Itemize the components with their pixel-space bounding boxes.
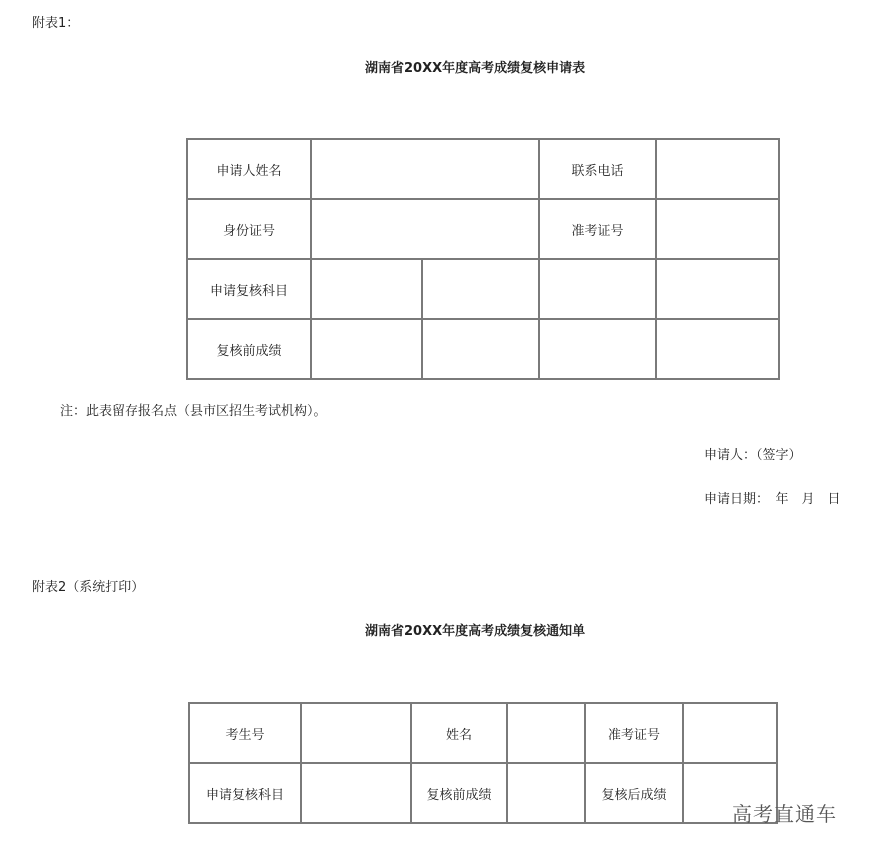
score-field-1[interactable]: [311, 319, 422, 379]
table-row: [187, 259, 779, 319]
subject-field-3[interactable]: [539, 259, 656, 319]
notice-form-table: [188, 702, 778, 824]
exam-number-label: 准考证号: [585, 703, 683, 763]
student-number-field[interactable]: [301, 703, 411, 763]
table-row: [187, 319, 779, 379]
score-before-field[interactable]: [507, 763, 585, 823]
exam-number-field[interactable]: [683, 703, 777, 763]
score-before-label: 复核前成绩: [411, 763, 507, 823]
review-subject-label: 申请复核科目: [187, 259, 311, 319]
subject-field-4[interactable]: [656, 259, 779, 319]
phone-label: 联系电话: [539, 139, 656, 199]
id-number-label: 身份证号: [187, 199, 311, 259]
form1-title: 湖南省20XX年度高考成绩复核申请表: [365, 61, 586, 76]
table-row: [189, 763, 777, 823]
name-field[interactable]: [507, 703, 585, 763]
subject-field-2[interactable]: [422, 259, 539, 319]
application-date-line: 申请日期： 年 月 日: [704, 492, 841, 507]
attachment2-label: 附表2（系统打印）: [32, 580, 145, 595]
table-row: [189, 703, 777, 763]
phone-field[interactable]: [656, 139, 779, 199]
exam-number-label: 准考证号: [539, 199, 656, 259]
name-label: 姓名: [411, 703, 507, 763]
review-subject-label: 申请复核科目: [189, 763, 301, 823]
score-field-3[interactable]: [539, 319, 656, 379]
form2-title: 湖南省20XX年度高考成绩复核通知单: [365, 624, 586, 639]
form1-note: 注：此表留存报名点（县市区招生考试机构）。: [60, 404, 327, 419]
subject-field-1[interactable]: [311, 259, 422, 319]
watermark-logo: 高考直通车: [732, 802, 837, 826]
applicant-signature-line: 申请人：（签字）: [704, 448, 802, 463]
score-before-label: 复核前成绩: [187, 319, 311, 379]
table-row: [187, 199, 779, 259]
review-subject-field[interactable]: [301, 763, 411, 823]
score-field-2[interactable]: [422, 319, 539, 379]
score-after-label: 复核后成绩: [585, 763, 683, 823]
table-row: [187, 139, 779, 199]
applicant-name-field[interactable]: [311, 139, 539, 199]
applicant-name-label: 申请人姓名: [187, 139, 311, 199]
attachment1-label: 附表1：: [32, 16, 80, 31]
score-field-4[interactable]: [656, 319, 779, 379]
exam-number-field[interactable]: [656, 199, 779, 259]
student-number-label: 考生号: [189, 703, 301, 763]
application-form-table: [186, 138, 780, 380]
id-number-field[interactable]: [311, 199, 539, 259]
